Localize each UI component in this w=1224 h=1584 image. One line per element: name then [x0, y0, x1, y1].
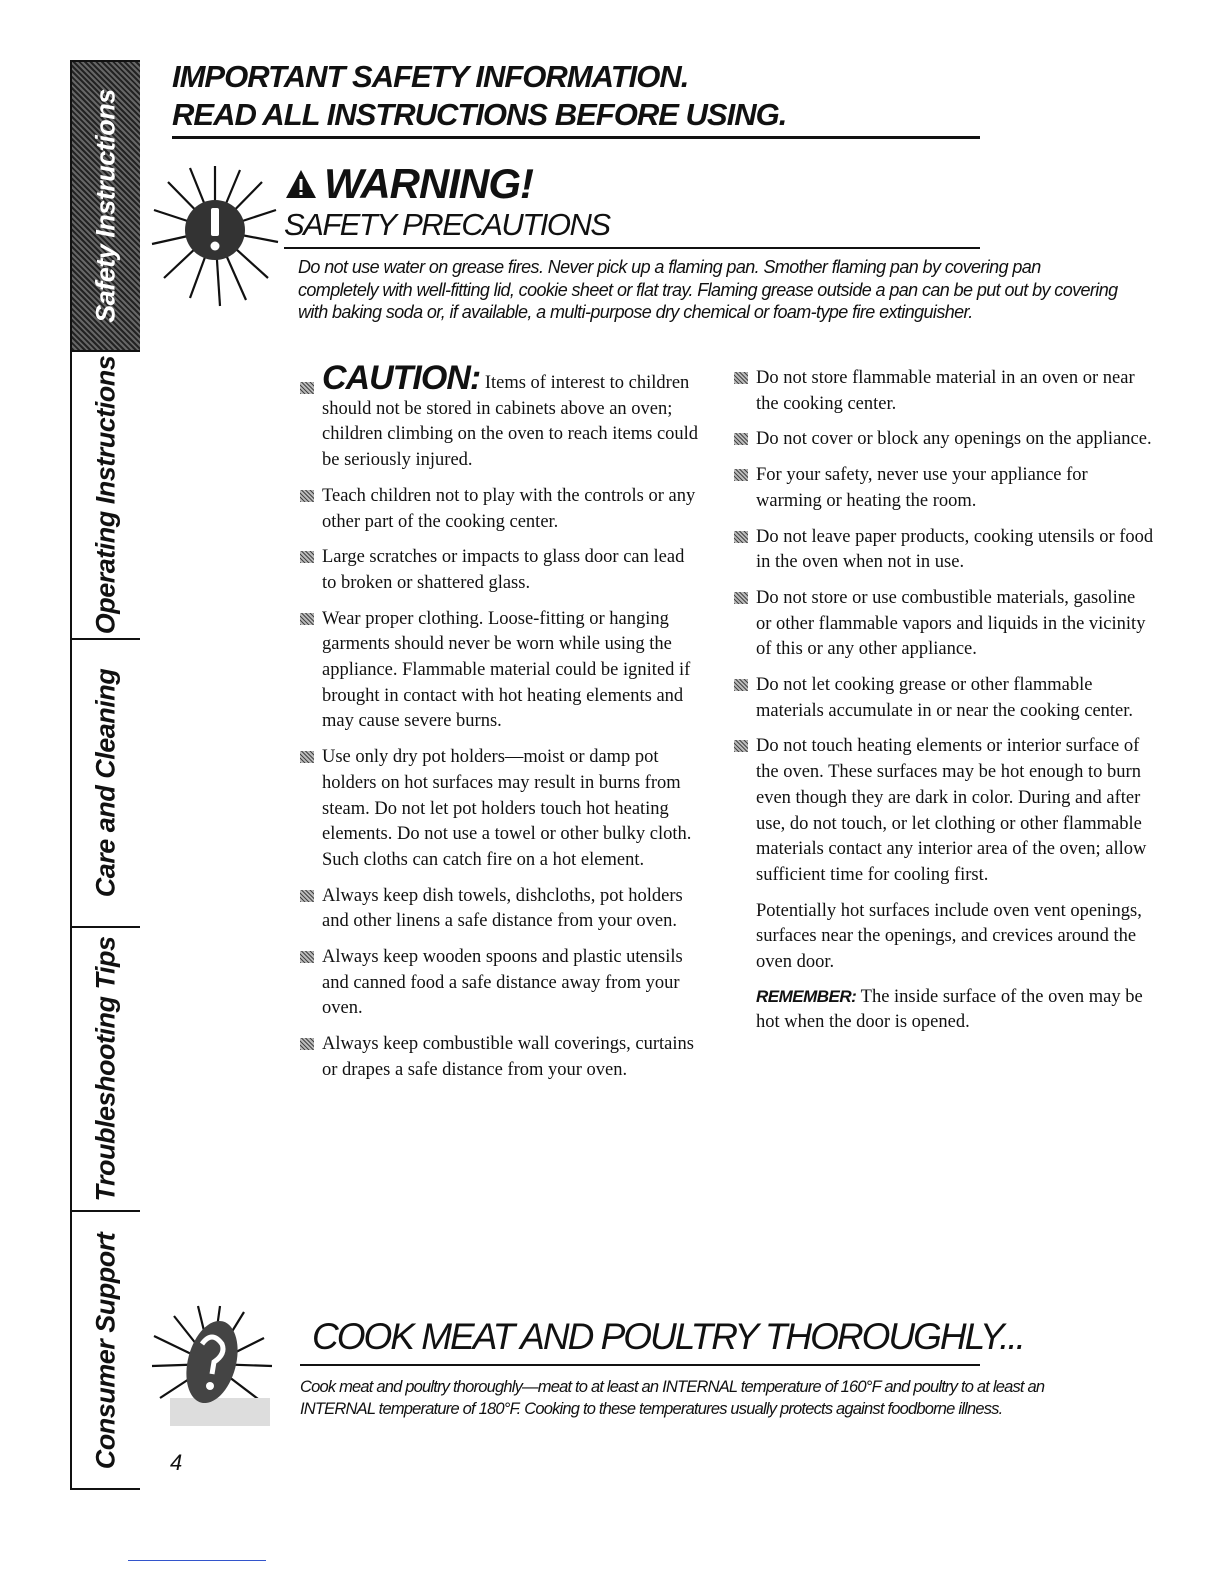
bullet-icon — [734, 433, 748, 445]
header-line-1: IMPORTANT SAFETY INFORMATION. — [172, 59, 689, 94]
list-item — [300, 484, 700, 535]
list-item-text: Do not let cooking grease or other flammable materials accumulate in or near the cooking center. — [756, 675, 1134, 721]
bullet-icon — [300, 751, 314, 763]
section-tabs — [70, 60, 140, 1490]
list-item — [734, 463, 1154, 514]
bullet-icon — [300, 1038, 314, 1050]
bullet-icon — [734, 679, 748, 691]
list-item — [734, 734, 1154, 888]
caution-item — [300, 359, 700, 474]
list-item-text: Teach children not to play with the controls or any other part of the cooking center. — [322, 485, 696, 532]
bullet-icon — [734, 531, 748, 543]
right-column — [734, 366, 1154, 1044]
caution-label: CAUTION: — [322, 359, 481, 397]
remember-text: The inside surface of the oven may be hot when the door is opened. — [756, 986, 1143, 1033]
list-item-text: Large scratches or impacts to glass door can lead to broken or shattered glass. — [322, 547, 685, 593]
warning-title-text: WARNING! — [324, 160, 533, 207]
warning-subtitle: SAFETY PRECAUTIONS — [284, 207, 610, 242]
tab-label: Troubleshooting Tips — [90, 936, 121, 1202]
list-item-text: Always keep combustible wall coverings, curtains or drapes a safe distance from your oven. — [322, 1034, 694, 1080]
list-item-text: Wear proper clothing. Loose-fitting or hanging garments should never be worn while using the appliance. Flammable material could be ignited if brought in contact with hot heating elements and may cause severe burns. — [322, 608, 691, 732]
list-item — [300, 945, 700, 1022]
footer-line — [128, 1560, 266, 1561]
tab-safety-instructions[interactable] — [72, 62, 140, 352]
cook-meat-text: Cook meat and poultry thoroughly—meat to at least an INTERNAL temperature of 160°F and poultry to at least an INTERNAL temperature of 180°F. Cooking to these temperatures usually protects against foodborne illness. — [300, 1378, 1045, 1418]
bullet-icon — [300, 551, 314, 563]
list-item — [300, 545, 700, 596]
bullet-icon — [300, 490, 314, 502]
list-item — [734, 427, 1154, 453]
list-item — [300, 884, 700, 935]
header-line-2: READ ALL INSTRUCTIONS BEFORE USING. — [172, 97, 787, 132]
list-item-text: Do not leave paper products, cooking utensils or food in the oven when not in use. — [756, 526, 1154, 573]
bullet-icon — [300, 890, 314, 902]
list-item-text: Do not touch heating elements or interior surface of the oven. These surfaces may be hot enough to burn even though they are dark in color. During and after use, do not touch, or let clothing or other flammable materials contact any interior area of the oven; allow sufficient time for cooling first. — [756, 736, 1147, 885]
warning-triangle-icon — [284, 168, 318, 200]
page-header — [172, 58, 786, 134]
list-item-text: For your safety, never use your appliance for warming or heating the room. — [756, 465, 1088, 511]
bullet-icon — [734, 740, 748, 752]
list-item — [300, 1032, 700, 1083]
tab-operating-instructions[interactable] — [72, 352, 140, 640]
list-item — [734, 525, 1154, 576]
list-item-text: Use only dry pot holders—moist or damp pot holders on hot surfaces may result in burns from steam. Do not let pot holders touch hot heating elements. Do not use a towel or other bulky cloth. Such cloths can catch fire on a hot element. — [322, 747, 692, 870]
list-item-text: Do not store or use combustible materials, gasoline or other flammable vapors and liquids in the vicinity of this or any other appliance. — [756, 587, 1146, 660]
list-item-text: Always keep wooden spoons and plastic utensils and canned food a safe distance away from your oven. — [322, 947, 683, 1019]
list-item-text: Do not cover or block any openings on the appliance. — [756, 429, 1152, 450]
list-item — [734, 586, 1154, 663]
tab-label: Care and Cleaning — [90, 668, 121, 898]
bullet-icon — [300, 382, 314, 394]
bullet-icon — [734, 469, 748, 481]
list-item — [734, 673, 1154, 724]
tab-label: Operating Instructions — [90, 355, 121, 635]
bullet-icon — [734, 592, 748, 604]
list-item — [300, 745, 700, 874]
remember-note — [756, 984, 1154, 1036]
list-item — [300, 607, 700, 736]
bullet-icon — [300, 613, 314, 625]
exclamation-burst-icon — [150, 160, 280, 310]
remember-label: REMEMBER: — [756, 986, 857, 1006]
left-column — [300, 359, 700, 1094]
tab-troubleshooting-tips[interactable] — [72, 928, 140, 1212]
list-item-text: Do not store flammable material in an oven or near the cooking center. — [756, 368, 1135, 414]
list-item-text: Always keep dish towels, dishcloths, pot holders and other linens a safe distance from your oven. — [322, 885, 683, 932]
potential-hot-surfaces-text: Potentially hot surfaces include oven vent openings, surfaces near the openings, and crevices around the oven door. — [756, 900, 1142, 973]
bullet-icon — [734, 372, 748, 384]
tab-consumer-support[interactable] — [72, 1212, 140, 1490]
page-number: 4 — [170, 1450, 183, 1475]
tab-label: Consumer Support — [90, 1232, 121, 1470]
tab-label: Safety Instructions — [90, 89, 121, 323]
cook-meat-rule — [300, 1364, 980, 1366]
question-burst-icon — [150, 1302, 280, 1432]
tab-care-and-cleaning[interactable] — [72, 640, 140, 928]
caution-text: Items of interest to children should not be stored in cabinets above an oven; children climbing on the oven to reach items could be seriously injured. — [322, 373, 699, 471]
warning-title — [284, 160, 533, 208]
bullet-icon — [300, 951, 314, 963]
warning-rule — [284, 247, 980, 249]
header-rule — [172, 136, 980, 139]
cook-meat-title: COOK MEAT AND POULTRY THOROUGHLY... — [312, 1316, 1024, 1357]
warning-text: Do not use water on grease fires. Never pick up a flaming pan. Smother flaming pan by covering pan completely with well-fitting lid, cookie sheet or flat tray. Flaming grease outside a pan can be put out by covering with baking soda or, if available, a multi-purpose dry chemical or foam-type fire extinguisher. — [298, 257, 1118, 322]
list-item — [734, 366, 1154, 417]
